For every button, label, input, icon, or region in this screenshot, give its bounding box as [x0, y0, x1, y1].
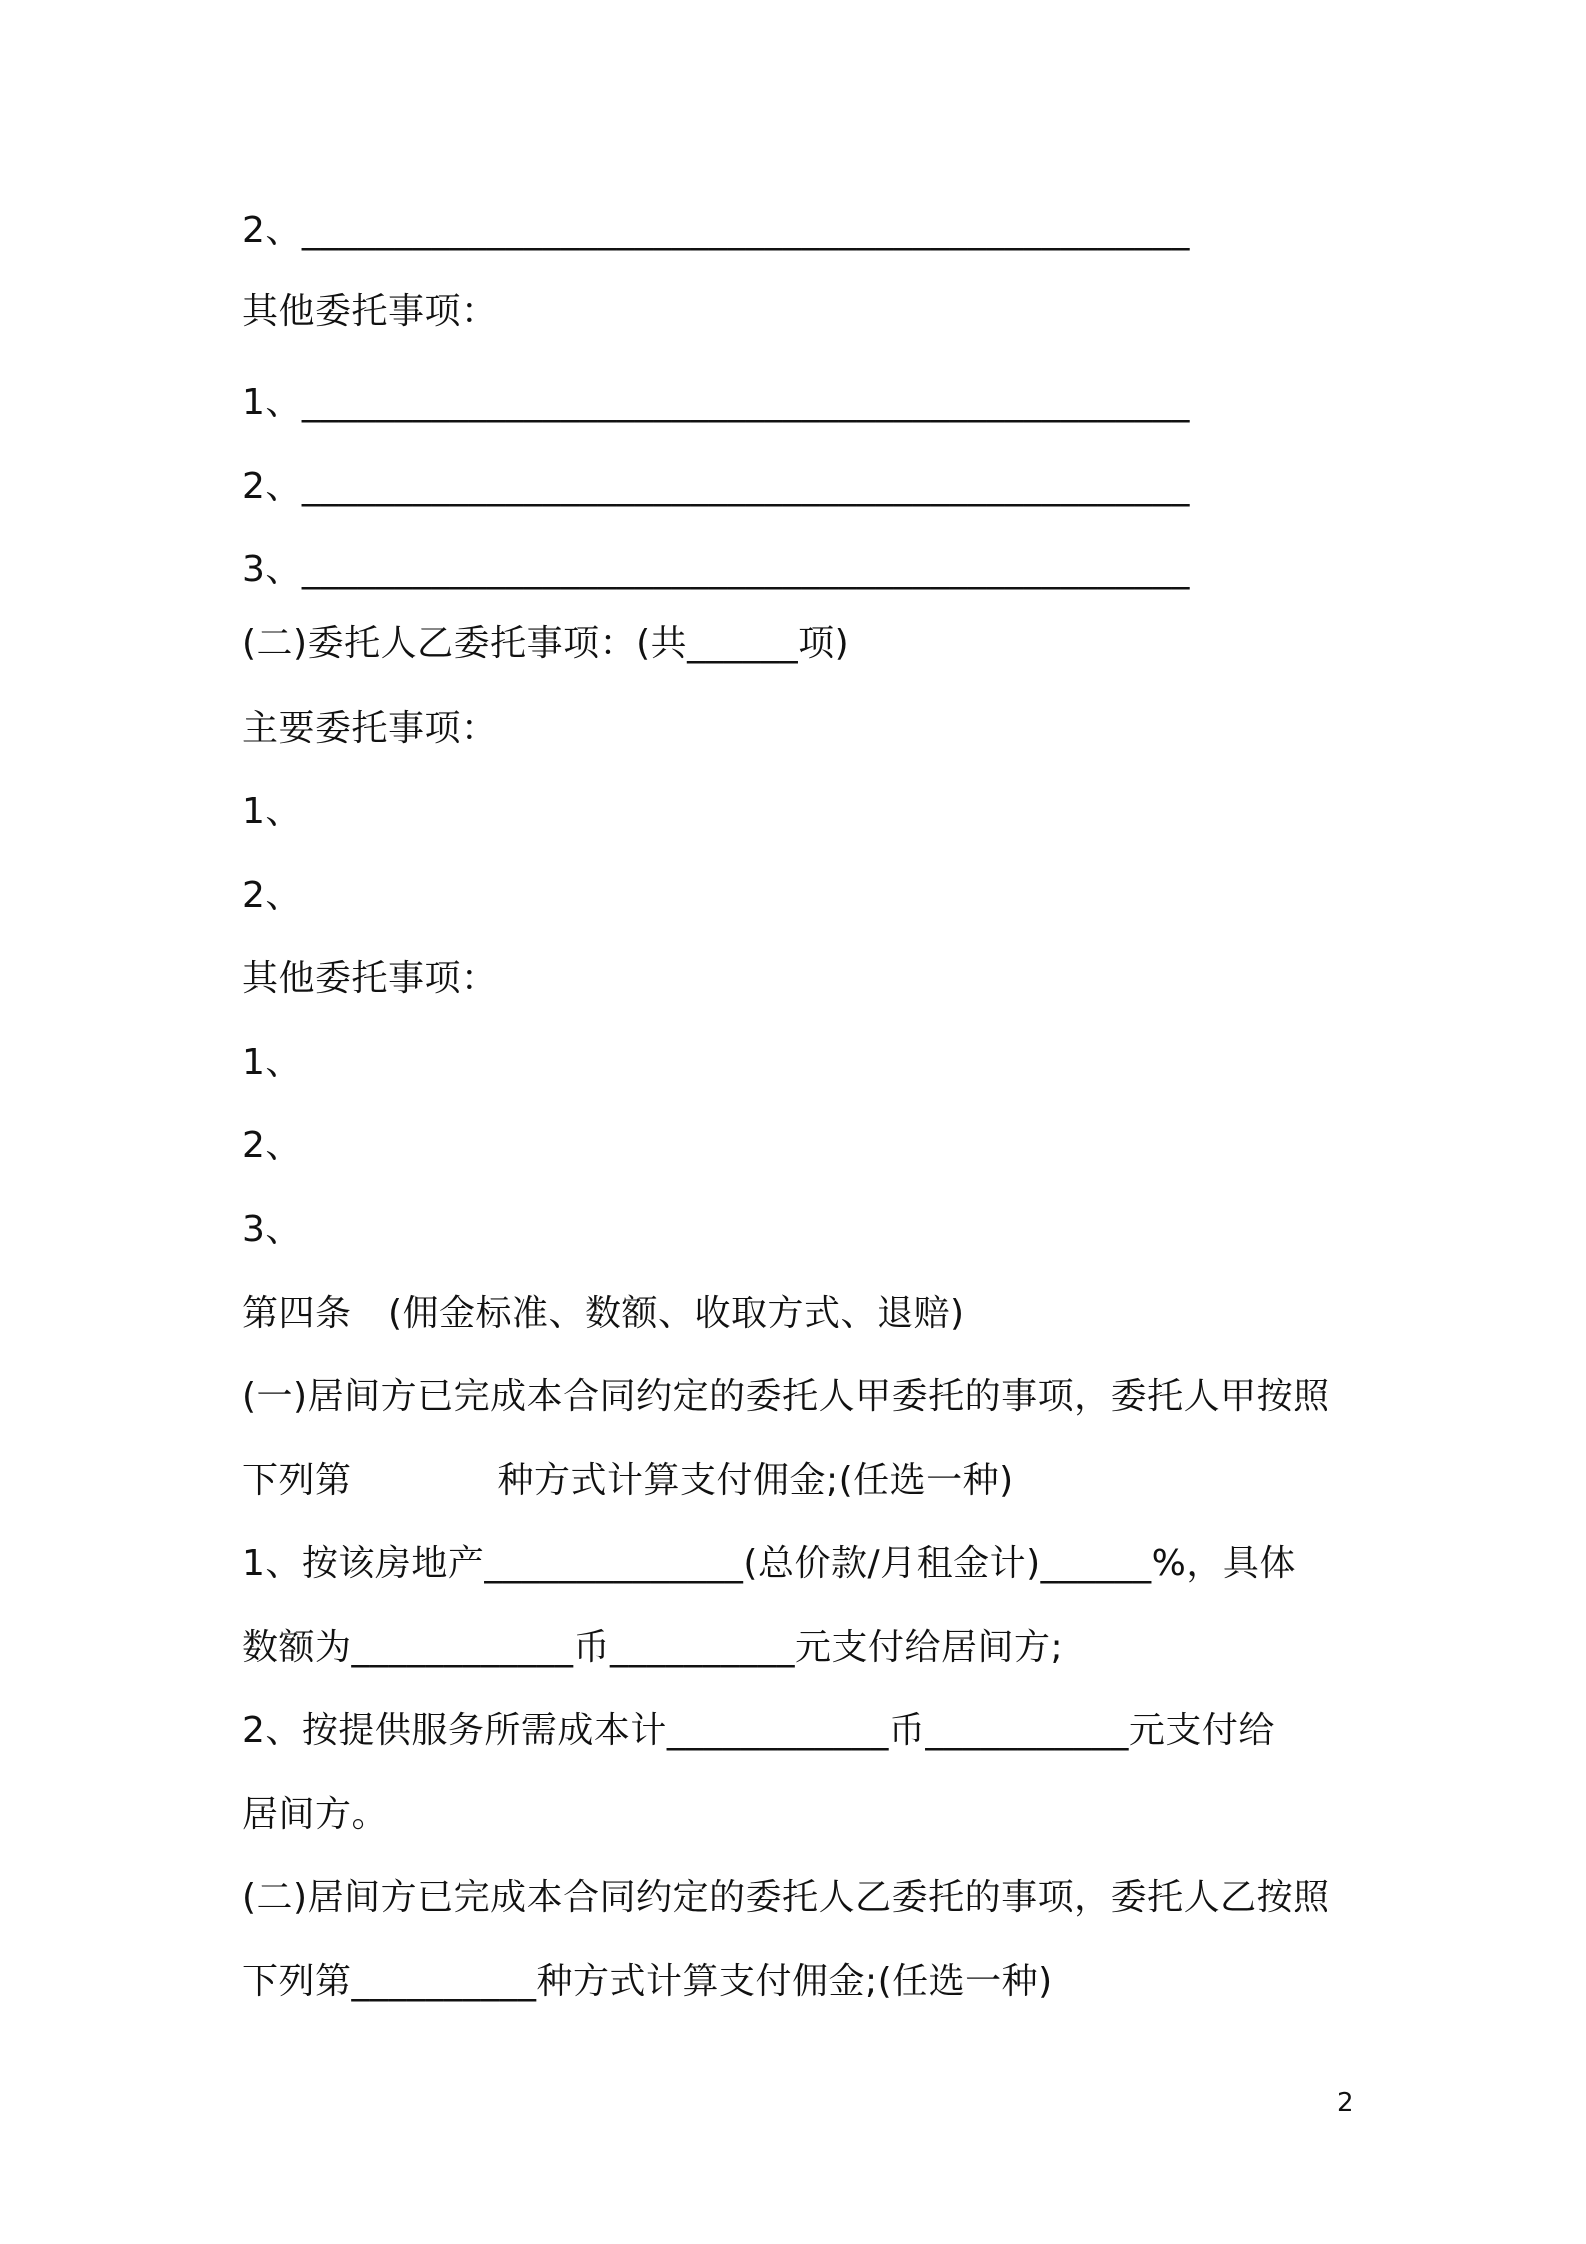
- text-line: 1、按该房地产______________(总价款/月租金计)______%，具体: [242, 1543, 1296, 1584]
- text-line: 下列第__________种方式计算支付佣金;(任选一种): [242, 1961, 1053, 2002]
- text-line: 2、按提供服务所需成本计____________币___________元支付给: [242, 1710, 1275, 1751]
- text-line: 下列第 种方式计算支付佣金;(任选一种): [242, 1460, 1014, 1501]
- text-line: 数额为____________币__________元支付给居间方;: [242, 1627, 1064, 1668]
- text-line: 居间方。: [242, 1794, 389, 1835]
- text-line: 主要委托事项：: [242, 708, 498, 749]
- text-line: 第四条 (佣金标准、数额、收取方式、退赔): [242, 1293, 965, 1334]
- text-line: (一)居间方已完成本合同约定的委托人甲委托的事项，委托人甲按照: [242, 1376, 1330, 1417]
- text-line: (二)委托人乙委托事项：(共______项): [242, 623, 850, 664]
- text-line: 1、: [242, 791, 302, 832]
- text-line: 其他委托事项：: [242, 291, 498, 332]
- text-line: (二)居间方已完成本合同约定的委托人乙委托的事项，委托人乙按照: [242, 1877, 1330, 1918]
- text-line: 2、: [242, 875, 302, 916]
- text-line: 1、: [242, 1042, 302, 1083]
- text-line: 2、________________________________________________: [242, 210, 1190, 251]
- page-number: 2: [1337, 2088, 1354, 2118]
- text-line: 1、________________________________________________: [242, 382, 1190, 423]
- text-line: 其他委托事项：: [242, 958, 498, 999]
- text-line: 2、: [242, 1125, 302, 1166]
- text-line: 3、: [242, 1209, 302, 1250]
- text-line: 2、________________________________________________: [242, 466, 1190, 507]
- text-line: 3、________________________________________________: [242, 549, 1190, 590]
